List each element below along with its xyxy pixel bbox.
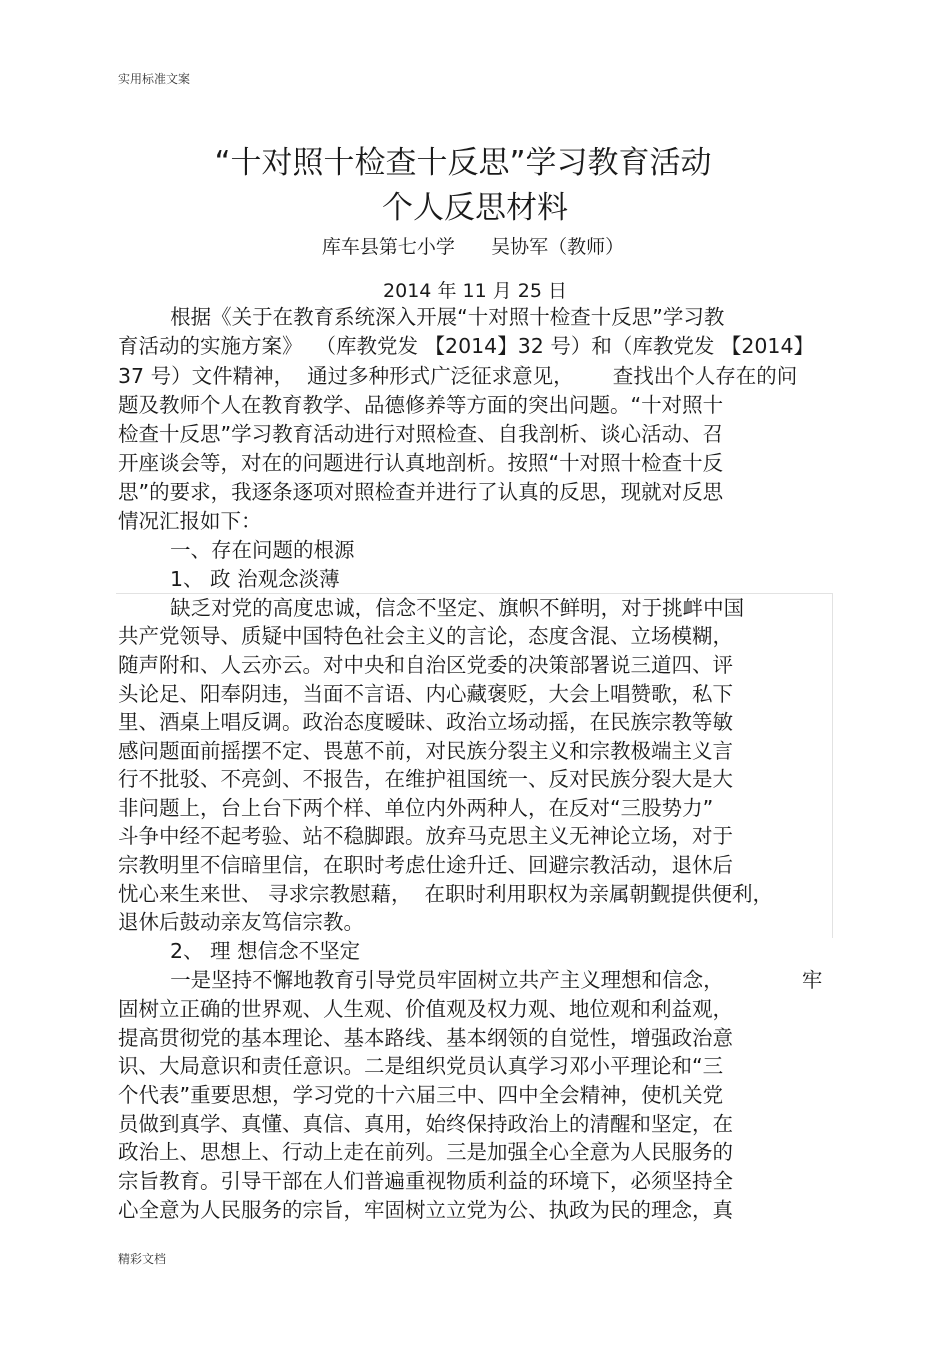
body-line: 一是坚持不懈地教育引导党员牢固树立共产主义理想和信念， 牢: [118, 968, 823, 992]
body-line: 固树立正确的世界观、人生观、价值观及权力观、地位观和利益观，: [118, 997, 733, 1021]
document-title-line-1: “十对照十检查十反思”学习教育活动: [214, 145, 712, 181]
section-heading: 一、存在问题的根源: [170, 538, 355, 562]
body-line: 斗争中经不起考验、站不稳脚跟。放弃马克思主义无神论立场，对于: [118, 824, 733, 848]
body-line: 宗旨教育。引导干部在人们普遍重视物质利益的环境下，必须坚持全: [118, 1169, 733, 1193]
intro-line: 开座谈会等，对在的问题进行认真地剖析。按照“十对照十检查十反: [118, 451, 724, 475]
intro-line: 根据《关于在教育系统深入开展“十对照十检查十反思”学习教: [118, 305, 725, 329]
body-line: 非问题上，台上台下两个样、单位内外两种人，在反对“三股势力”: [118, 796, 714, 820]
subsection-heading: 1、 政 治观念淡薄: [170, 567, 340, 591]
page-header: 实用标准文案: [118, 72, 191, 86]
body-line: 感问题面前摇摆不定、畏葸不前，对民族分裂主义和宗教极端主义言: [118, 739, 733, 763]
body-line: 行不批驳、不亮剑、不报告，在维护祖国统一、反对民族分裂大是大: [118, 767, 733, 791]
intro-line: 题及教师个人在教育教学、品德修养等方面的突出问题。“十对照十: [118, 393, 724, 417]
intro-line: 思”的要求，我逐条逐项对照检查并进行了认真的反思，现就对反思: [118, 480, 724, 504]
subsection-heading: 2、 理 想信念不坚定: [170, 939, 361, 963]
body-line: 共产党领导、质疑中国特色社会主义的言论，态度含混、立场模糊，: [118, 624, 733, 648]
intro-line: 育活动的实施方案》 （库教党发 【2014】32 号）和（库教党发 【2014】: [118, 334, 815, 358]
body-line: 政治上、思想上、行动上走在前列。三是加强全心全意为人民服务的: [118, 1140, 733, 1164]
intro-line: 37 号）文件精神， 通过多种形式广泛征求意见， 查找出个人存在的问: [118, 364, 798, 388]
intro-line: 情况汇报如下：: [118, 509, 262, 533]
date-line: 2014 年 11 月 25 日: [383, 280, 567, 302]
body-line: 里、酒桌上唱反调。政治态度暧昧、政治立场动摇，在民族宗教等敏: [118, 710, 733, 734]
intro-line: 检查十反思”学习教育活动进行对照检查、自我剖析、谈心活动、召: [118, 422, 724, 446]
body-line: 员做到真学、真懂、真信、真用，始终保持政治上的清醒和坚定，在: [118, 1112, 733, 1136]
document-title-line-2: 个人反思材料: [382, 190, 568, 226]
body-line: 头论足、阳奉阴违，当面不言语、内心藏褒贬，大会上唱赞歌，私下: [118, 682, 733, 706]
body-line: 识、大局意识和责任意识。二是组织党员认真学习邓小平理论和“三: [118, 1054, 724, 1078]
body-line: 宗教明里不信暗里信，在职时考虑仕途升迁、回避宗教活动，退休后: [118, 853, 733, 877]
body-line: 缺乏对党的高度忠诚，信念不坚定、旗帜不鲜明，对于挑衅中国: [118, 596, 745, 620]
body-line: 随声附和、人云亦云。对中央和自治区党委的决策部署说三道四、评: [118, 653, 733, 677]
author-line: 库车县第七小学 吴协军（教师）: [321, 236, 625, 258]
body-line: 心全意为人民服务的宗旨，牢固树立立党为公、执政为民的理念，真: [118, 1198, 733, 1222]
page-footer: 精彩文档: [118, 1252, 167, 1266]
body-line: 退休后鼓动亲友笃信宗教。: [118, 910, 364, 934]
body-line: 个代表”重要思想，学习党的十六届三中、四中全会精神，使机关党: [118, 1083, 724, 1107]
body-line: 提高贯彻党的基本理论、基本路线、基本纲领的自觉性，增强政治意: [118, 1026, 733, 1050]
body-line: 忧心来生来世、 寻求宗教慰藉， 在职时利用职权为亲属朝觐提供便利，: [118, 882, 774, 906]
